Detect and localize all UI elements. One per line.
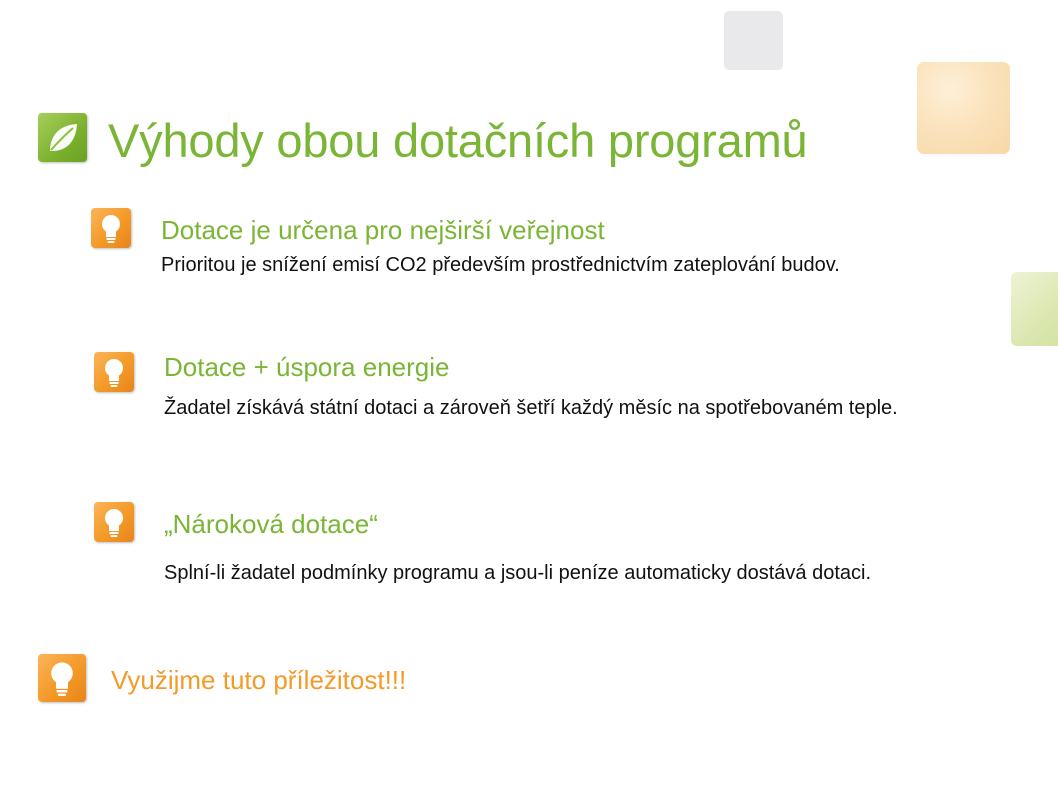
section-text-entitlement: Splní-li žadatel podmínky programu a jsou-li peníze automaticky dostává dotaci. <box>164 562 872 584</box>
lightbulb-icon <box>94 502 134 542</box>
slide-title: Výhody obou dotačních programů <box>108 114 808 167</box>
section-text-public: Prioritou je snížení emisí CO2 především prostřednictvím zateplování budov. <box>161 254 840 276</box>
section-heading-public: Dotace je určena pro nejširší veřejnost <box>161 215 605 245</box>
lightbulb-icon <box>91 208 131 248</box>
call-to-action: Využijme tuto příležitost!!! <box>111 665 407 695</box>
lightbulb-icon <box>94 352 134 392</box>
section-heading-energy: Dotace + úspora energie <box>164 352 450 382</box>
leaf-icon <box>38 113 87 162</box>
section-text-energy: Žadatel získává státní dotaci a zároveň šetří každý měsíc na spotřebovaném teple. <box>164 397 898 419</box>
lightbulb-icon <box>38 654 86 702</box>
decorative-square-green <box>1011 272 1058 346</box>
decorative-square-peach <box>917 62 1010 154</box>
decorative-square-grey <box>724 11 783 70</box>
section-heading-entitlement: „Nároková dotace“ <box>164 509 378 539</box>
